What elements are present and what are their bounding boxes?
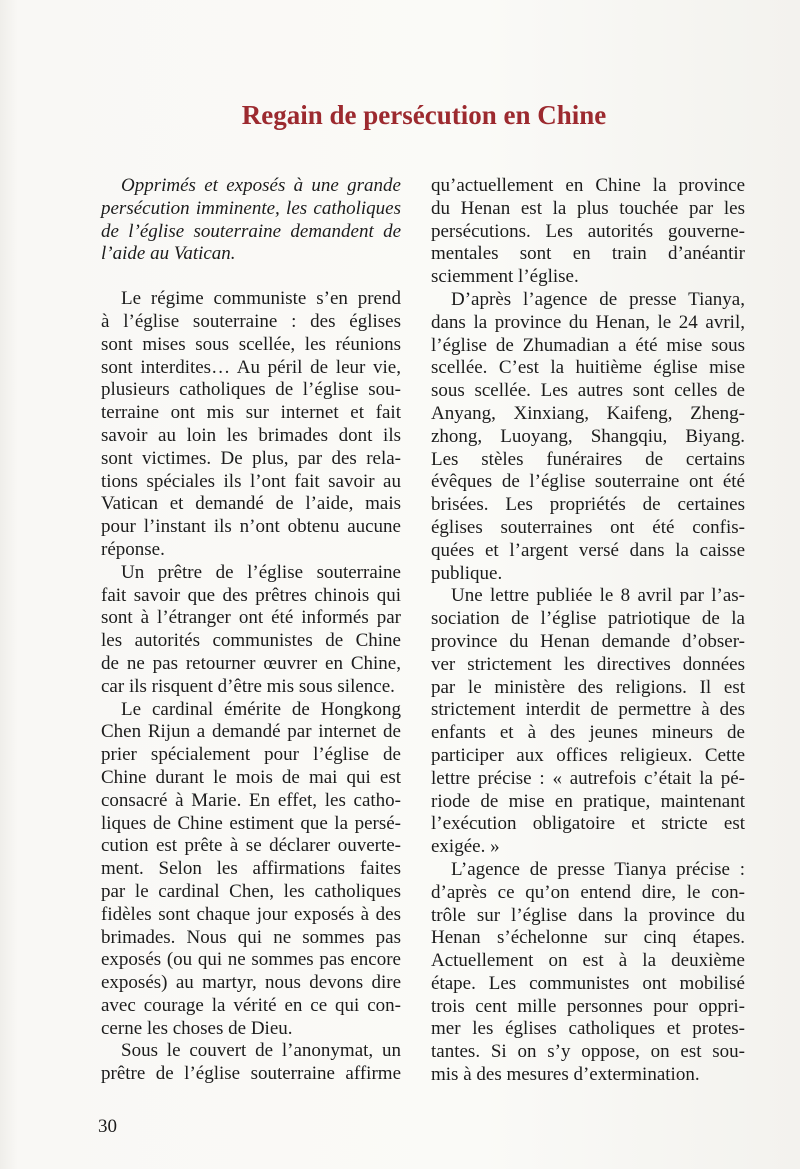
text-line: tantes. Si on s’y oppose, on est sou-	[431, 1041, 745, 1063]
text-line: exposés) au martyr, nous devons dire	[101, 972, 401, 994]
text-line: trois cent mille personnes pour oppri-	[431, 995, 745, 1017]
text-line: mentales sont en train d’anéantir	[431, 243, 745, 265]
text-line: fidèles sont chaque jour exposés à des	[101, 903, 401, 925]
text-line: quées et l’argent versé dans la caisse	[431, 539, 745, 561]
text-line: d’après ce qu’on entend dire, le con-	[431, 881, 745, 903]
text-line: mer les églises catholiques et protes-	[431, 1018, 745, 1040]
text-line: trôle sur l’église dans la province du	[431, 904, 745, 926]
text-line: savoir au loin les brimades dont ils	[101, 424, 401, 446]
text-line: sont mises sous scellée, les réunions	[101, 333, 401, 355]
paragraph	[431, 585, 745, 859]
text-line: car ils risquent d’être mis sous silence.	[101, 675, 395, 697]
text-line: sont interdites… Au péril de leur vie,	[101, 356, 401, 378]
right-paragraphs	[431, 175, 745, 1087]
text-line: qu’actuellement en Chine la province	[431, 175, 745, 196]
text-line: Anyang, Xinxiang, Kaifeng, Zheng-	[431, 402, 745, 424]
text-line: publique.	[431, 562, 503, 584]
text-line: cution est prête à se déclarer ouverte-	[101, 835, 401, 857]
text-line: Le cardinal émérite de Hongkong	[121, 698, 401, 720]
text-line: les autorités communistes de Chine	[101, 630, 401, 652]
text-line: Chen Rijun a demandé par internet de	[101, 721, 401, 743]
paragraph	[101, 288, 401, 562]
text-line: riode de mise en pratique, maintenant	[431, 790, 745, 812]
text-line: L’agence de presse Tianya précise :	[451, 858, 745, 880]
lead-line: persécution imminente, les catholiques	[101, 197, 401, 219]
text-line: Chine durant le mois de mai qui est	[101, 766, 401, 788]
text-line: l’exécution obligatoire et stricte est	[431, 813, 745, 835]
text-line: consacré à Marie. En effet, les catho-	[101, 789, 401, 811]
text-line: du Henan est la plus touchée par les	[431, 197, 745, 219]
page-number: 30	[98, 1116, 117, 1137]
paragraph	[431, 859, 745, 1087]
text-line: brisées. Les propriétés de certaines	[431, 494, 745, 516]
left-column	[101, 175, 401, 1086]
text-line: prier spécialement pour l’église de	[101, 744, 401, 766]
text-line: D’après l’agence de presse Tianya,	[451, 288, 745, 310]
text-line: enfants et à des jeunes mineurs de	[431, 722, 745, 744]
right-column	[431, 175, 745, 1087]
lead-line: de l’église souterraine demandent de	[101, 220, 401, 242]
text-line: persécutions. Les autorités gouverne-	[431, 220, 745, 242]
text-line: l’église de Zhumadian a été mise sous	[431, 334, 745, 356]
article-lead	[101, 175, 401, 266]
text-line: Un prêtre de l’église souterraine	[121, 561, 401, 583]
text-line: Sous le couvert de l’anonymat, un	[121, 1040, 401, 1062]
text-line: liques de Chine estiment que la persé-	[101, 812, 401, 834]
text-line: sont victimes. De plus, par des rela-	[101, 447, 401, 469]
text-line: par le ministère des religions. Il est	[431, 676, 745, 698]
text-line: cerne les choses de Dieu.	[101, 1017, 293, 1039]
left-paragraphs	[101, 288, 401, 1086]
paragraph	[431, 175, 745, 289]
text-line: Vatican et demandé de l’aide, mais	[101, 493, 401, 515]
text-line: scellée. C’est la huitième église mise	[431, 357, 745, 379]
text-line: églises souterraines ont été confis-	[431, 516, 745, 538]
text-line: strictement interdit de permettre à des	[431, 699, 745, 721]
lead-line: Opprimés et exposés à une grande	[121, 175, 401, 196]
text-line: par le cardinal Chen, les catholiques	[101, 880, 401, 902]
text-line: ver strictement les directives données	[431, 653, 745, 675]
text-line: évêques de l’église souterraine ont été	[431, 471, 745, 493]
text-line: Le régime communiste s’en prend	[121, 288, 401, 310]
text-line: étape. Les communistes ont mobilisé	[431, 972, 745, 994]
text-line: de ne pas retourner œuvrer en Chine,	[101, 652, 401, 674]
text-line: mis à des mesures d’extermination.	[431, 1064, 700, 1086]
text-line: exposés (ou qui ne sommes pas encore	[101, 949, 401, 971]
paragraph	[101, 699, 401, 1041]
text-line: province du Henan demande d’obser-	[431, 630, 745, 652]
text-line: Henan s’échelonne sur cinq étapes.	[431, 927, 745, 949]
text-line: pour l’instant ils n’ont obtenu aucune	[101, 516, 401, 538]
text-line: zhong, Luoyang, Shangqiu, Biyang.	[431, 425, 745, 447]
text-line: Actuellement on est à la deuxième	[431, 950, 745, 972]
text-line: tions spéciales ils l’ont fait savoir au	[101, 470, 401, 492]
text-line: sous scellée. Les autres sont celles de	[431, 380, 745, 402]
text-line: lettre précise : « autrefois c’était la pé-	[431, 767, 745, 789]
text-line: participer aux offices religieux. Cette	[431, 744, 745, 766]
text-line: réponse.	[101, 538, 165, 560]
text-line: plusieurs catholiques de l’église sou-	[101, 379, 401, 401]
paragraph	[431, 289, 745, 585]
article-title: Regain de persécution en Chine	[241, 100, 607, 130]
text-line: terraine ont mis sur internet et fait	[101, 402, 401, 424]
text-line: à l’église souterraine : des églises	[101, 310, 401, 332]
text-line: dans la province du Henan, le 24 avril,	[431, 311, 745, 333]
text-line: sociation de l’église patriotique de la	[431, 608, 745, 630]
text-line: sont à l’étranger ont été informés par	[101, 607, 401, 629]
text-line: exigée. »	[431, 836, 500, 858]
text-line: ment. Selon les affirmations faites	[101, 858, 401, 880]
text-line: fait savoir que des prêtres chinois qui	[101, 584, 401, 606]
text-line: Les stèles funéraires de certains	[431, 448, 745, 470]
text-line: Une lettre publiée le 8 avril par l’as-	[451, 585, 745, 607]
lead-line: l’aide au Vatican.	[101, 243, 236, 265]
paragraph	[101, 1040, 401, 1086]
text-line: prêtre de l’église souterraine affirme	[101, 1063, 401, 1085]
text-line: brimades. Nous qui ne sommes pas	[101, 926, 401, 948]
text-line: avec courage la vérité en ce qui con-	[101, 994, 401, 1016]
paragraph	[101, 562, 401, 699]
text-line: sciemment l’église.	[431, 266, 579, 288]
